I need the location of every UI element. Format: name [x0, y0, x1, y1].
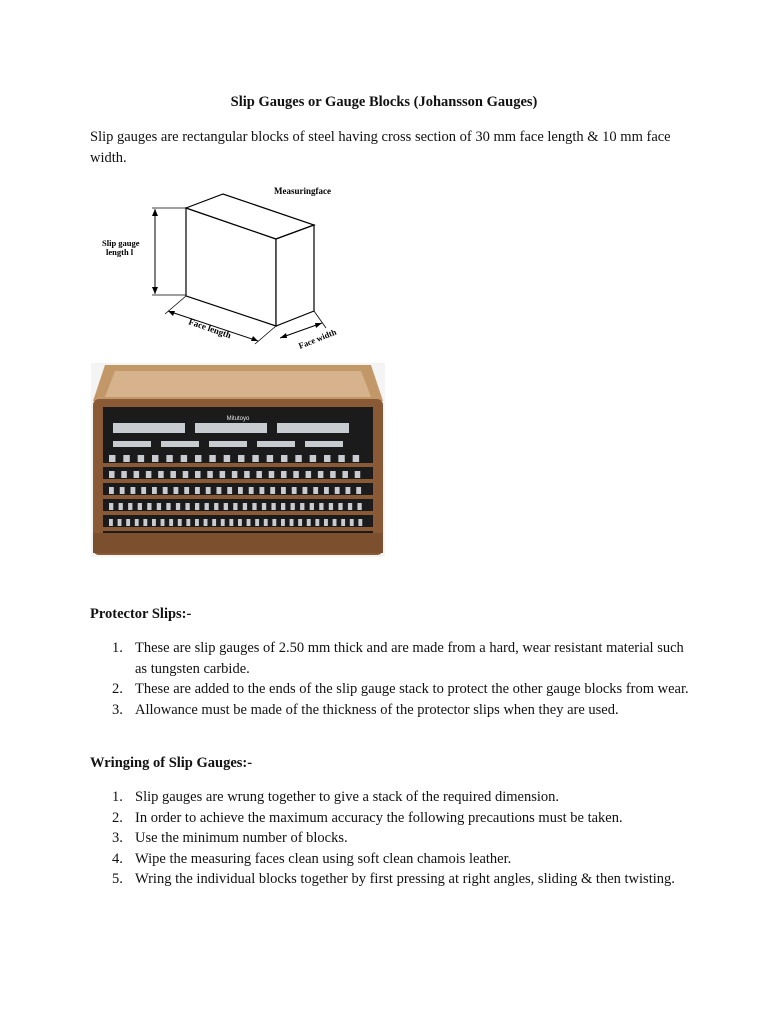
gauge-block [174, 487, 179, 494]
gauge-block [350, 519, 354, 526]
gauge-block [329, 503, 333, 510]
gauge-block [209, 455, 215, 462]
tray-divider [103, 527, 373, 531]
gauge-box-svg [91, 363, 385, 557]
gauge-block [315, 519, 319, 526]
gauge-block [252, 455, 258, 462]
gauge-block [257, 441, 295, 447]
list-item: 5. Wring the individual blocks together by first pressing at right angles, sliding & then twisting. [112, 871, 675, 887]
gauge-block [267, 455, 273, 462]
gauge-block [152, 455, 158, 462]
gauge-block [338, 455, 344, 462]
list-item: 4. Wipe the measuring faces clean using soft clean chamois leather. [112, 850, 512, 867]
gauge-block [121, 471, 127, 478]
gauge-block [356, 487, 361, 494]
gauge-block [295, 455, 301, 462]
gauge-block [138, 503, 142, 510]
gauge-block [333, 519, 337, 526]
tray-divider [103, 511, 373, 515]
list-item: 3. Use the minimum number of blocks. [112, 830, 348, 846]
gauge-block [324, 519, 328, 526]
gauge-block [243, 503, 247, 510]
gauge-block [346, 487, 351, 494]
gauge-block [281, 455, 287, 462]
gauge-block [229, 519, 233, 526]
gauge-block [355, 471, 361, 478]
gauge-block [305, 441, 343, 447]
gauge-block [277, 423, 349, 433]
slip-gauge-length-label-2: length l [106, 247, 134, 257]
gauge-block [109, 503, 113, 510]
gauge-block [141, 487, 146, 494]
list-item: 2. These are added to the ends of the slip gauge stack to protect the other gauge blocks from wear. [112, 681, 689, 697]
face-length-arrow-b [251, 336, 258, 341]
list-item: 1. These are slip gauges of 2.50 mm thick and are made from a hard, wear resistant material such as tungsten carbide. [112, 640, 684, 677]
measuring-face-label: Measuringface [274, 186, 331, 196]
gauge-block [113, 423, 185, 433]
gauge-block [184, 487, 189, 494]
gauge-block [270, 487, 275, 494]
gauge-block [238, 455, 244, 462]
gauge-block [256, 471, 262, 478]
gauge-block [255, 519, 259, 526]
gauge-block [281, 487, 286, 494]
gauge-block [176, 503, 180, 510]
gauge-block [147, 503, 151, 510]
gauge-block [152, 519, 156, 526]
list-item: 3. Allowance must be made of the thickness of the protector slips when they are used. [112, 701, 619, 718]
gauge-block [252, 503, 256, 510]
gauge-block-set-photo [91, 363, 385, 557]
gauge-block [157, 503, 161, 510]
list-item: 2. In order to achieve the maximum accuracy the following precautions must be taken. [112, 809, 623, 826]
protector-slips-list [90, 638, 690, 720]
gauge-block [227, 487, 232, 494]
gauge-block [238, 519, 242, 526]
gauge-block [109, 519, 113, 526]
gauge-block [146, 471, 152, 478]
gauge-block [307, 519, 311, 526]
length-arrow-top [152, 209, 158, 216]
gauge-block [109, 455, 115, 462]
gauge-block [221, 519, 225, 526]
gauge-block [178, 519, 182, 526]
gauge-block [303, 487, 308, 494]
gauge-block [281, 503, 285, 510]
gauge-block [109, 487, 114, 494]
gauge-block [281, 519, 285, 526]
brand-label: Mitutoyo [226, 416, 250, 422]
gauge-block [209, 441, 247, 447]
gauge-block [181, 455, 187, 462]
gauge-block [206, 487, 211, 494]
gauge-block [318, 471, 324, 478]
page-title: Slip Gauges or Gauge Blocks (Johansson Gauges) [230, 94, 538, 110]
gauge-block [358, 519, 362, 526]
intro-paragraph: Slip gauges are rectangular blocks of steel having cross section of 30 mm face length & 10 mm face width. [90, 129, 671, 166]
gauge-block [313, 487, 318, 494]
gauge-block [166, 455, 172, 462]
gauge-block [272, 519, 276, 526]
gauge-block [169, 519, 173, 526]
gauge-block [262, 503, 266, 510]
gauge-block [338, 503, 342, 510]
gauge-block [109, 471, 115, 478]
gauge-block [205, 503, 209, 510]
gauge-block [220, 471, 226, 478]
face-width-label: Face width [297, 326, 338, 351]
gauge-block [134, 471, 140, 478]
gauge-block [131, 487, 136, 494]
gauge-block [212, 519, 216, 526]
gauge-block [306, 471, 312, 478]
gauge-block [195, 455, 201, 462]
gauge-block [293, 471, 299, 478]
gauge-block [143, 519, 147, 526]
gauge-block [348, 503, 352, 510]
gauge-block [119, 503, 123, 510]
gauge-block [170, 471, 176, 478]
gauge-block [244, 471, 250, 478]
gauge-block [310, 455, 316, 462]
gauge-block [342, 471, 348, 478]
face-width-arrow-a [280, 333, 287, 338]
tray-divider [103, 463, 373, 467]
gauge-block [310, 503, 314, 510]
tray-divider [103, 495, 373, 499]
block-side-face [276, 225, 314, 326]
gauge-block [166, 503, 170, 510]
gauge-block [353, 455, 359, 462]
gauge-block [128, 503, 132, 510]
box-lid-inner [105, 371, 371, 397]
gauge-block [300, 503, 304, 510]
gauge-block [195, 519, 199, 526]
slip-gauge-diagram [90, 178, 380, 358]
length-arrow-bottom [152, 287, 158, 294]
wringing-heading: Wringing of Slip Gauges:- [90, 755, 253, 771]
slip-gauge-diagram-svg [90, 178, 380, 358]
gauge-block [249, 487, 254, 494]
slip-gauge-length-label-1: Slip gauge [102, 238, 140, 248]
gauge-block [123, 455, 129, 462]
gauge-block [290, 519, 294, 526]
gauge-block [335, 487, 340, 494]
gauge-block [214, 503, 218, 510]
gauge-block [281, 471, 287, 478]
gauge-block [232, 471, 238, 478]
gauge-block [224, 503, 228, 510]
gauge-block [186, 519, 190, 526]
gauge-block [195, 471, 201, 478]
gauge-block [195, 487, 200, 494]
gauge-block [120, 487, 125, 494]
gauge-block [357, 503, 361, 510]
tray-divider [103, 479, 373, 483]
gauge-block [195, 503, 199, 510]
gauge-block [247, 519, 251, 526]
gauge-block [161, 519, 165, 526]
gauge-block [118, 519, 122, 526]
gauge-block [271, 503, 275, 510]
protector-slips-heading: Protector Slips:- [90, 606, 192, 622]
gauge-block [161, 441, 199, 447]
gauge-block [292, 487, 297, 494]
gauge-block [185, 503, 189, 510]
gauge-block [183, 471, 189, 478]
face-width-arrow-b [315, 323, 322, 328]
gauge-block [319, 503, 323, 510]
gauge-block [158, 471, 164, 478]
face-length-label: Face length [187, 316, 233, 341]
gauge-block [269, 471, 275, 478]
gauge-block [341, 519, 345, 526]
face-length-arrow-a [168, 311, 175, 316]
gauge-block [264, 519, 268, 526]
wringing-list [90, 787, 690, 890]
gauge-block [260, 487, 265, 494]
box-front-edge [93, 533, 383, 553]
gauge-block [195, 423, 267, 433]
gauge-block [126, 519, 130, 526]
list-item: 1. Slip gauges are wrung together to give a stack of the required dimension. [112, 789, 560, 805]
gauge-block [324, 487, 329, 494]
gauge-block [224, 455, 230, 462]
gauge-block [324, 455, 330, 462]
gauge-block [238, 487, 243, 494]
gauge-block [330, 471, 336, 478]
gauge-block [233, 503, 237, 510]
gauge-block [204, 519, 208, 526]
gauge-block [217, 487, 222, 494]
gauge-block [298, 519, 302, 526]
gauge-block [135, 519, 139, 526]
face-length-ext-b [255, 326, 276, 344]
gauge-block [113, 441, 151, 447]
gauge-block [138, 455, 144, 462]
gauge-block [291, 503, 295, 510]
gauge-block [163, 487, 168, 494]
gauge-block [207, 471, 213, 478]
gauge-block [152, 487, 157, 494]
